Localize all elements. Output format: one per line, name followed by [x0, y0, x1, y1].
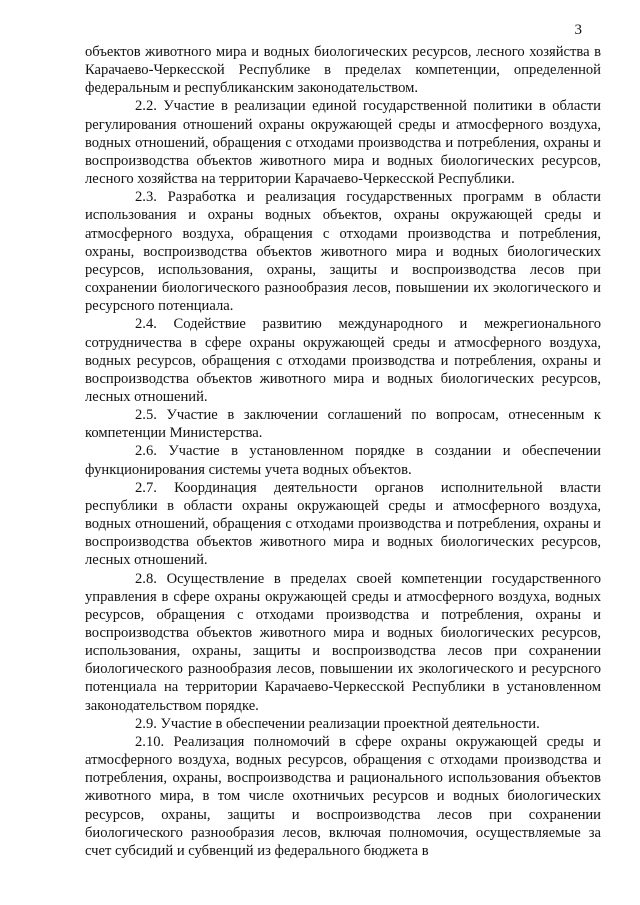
page-number: 3 — [574, 22, 582, 38]
paragraph-2-2: 2.2. Участие в реализации единой государственной политики в области регулирования отношений охраны окружающей среды и атмосферного воздуха, водных отношений, обращения с отходами производства и потребления, охраны и воспроизводства объектов животного мира и водных биологических ресурсов, лесного хозяйства на территории Карачаево-Черкесской Республики. — [85, 98, 601, 188]
paragraph-2-5: 2.5. Участие в заключении соглашений по вопросам, отнесенным к компетенции Министерства. — [85, 407, 601, 442]
paragraph-2-10: 2.10. Реализация полномочий в сфере охраны окружающей среды и атмосферного воздуха, водных ресурсов, обращения с отходами производства и потребления, охраны, воспроизводства и рационального использования объектов животного мира, в том числе охотничьих ресурсов и водных биологических ресурсов, охраны, защиты и воспроизводства лесов при сохранении биологического разнообразия лесов, включая полномочия, осуществляемые за счет субсидий и субвенций из федерального бюджета в — [85, 733, 601, 859]
paragraph-2-6: 2.6. Участие в установленном порядке в создании и обеспечении функционирования системы учета водных объектов. — [85, 443, 601, 478]
paragraph-continuation: объектов животного мира и водных биологических ресурсов, лесного хозяйства в Карачаево-Черкесской Республике в пределах компетенции, определенной федеральным и республиканским законодательством. — [85, 44, 601, 97]
paragraph-2-9: 2.9. Участие в обеспечении реализации проектной деятельности. — [135, 715, 540, 732]
document-body — [85, 43, 601, 860]
paragraph-2-8: 2.8. Осуществление в пределах своей компетенции государственного управления в сфере охраны окружающей среды и атмосферного воздуха, водных ресурсов, обращения с отходами производства и потребления, охраны и воспроизводства объектов животного мира и водных биологических ресурсов, использования, охраны, защиты и воспроизводства лесов при сохранении биологического разнообразия лесов, повышении их экологического и ресурсного потенциала на территории Карачаево-Черкесской Республики в установленном законодательством порядке. — [85, 570, 601, 714]
paragraph-2-7: 2.7. Координация деятельности органов исполнительной власти республики в области охраны окружающей среды и атмосферного воздуха, водных отношений, обращения с отходами производства и потребления, охраны и воспроизводства объектов животного мира и водных биологических ресурсов, лесных отношений. — [85, 479, 601, 569]
paragraph-2-3: 2.3. Разработка и реализация государственных программ в области использования и охраны водных объектов, охраны окружающей среды и атмосферного воздуха, обращения с отходами производства и потребления, охраны, воспроизводства объектов животного мира и водных биологических ресурсов, использования, охраны, защиты и воспроизводства лесов при сохранении биологического разнообразия лесов, повышении их экологического и ресурсного потенциала. — [85, 189, 601, 315]
paragraph-2-4: 2.4. Содействие развитию международного и межрегионального сотрудничества в сфере охраны окружающей среды и атмосферного воздуха, водных ресурсов, обращения с отходами производства и потребления, охраны и воспроизводства объектов животного мира и водных биологических ресурсов, лесных отношений. — [85, 316, 601, 405]
